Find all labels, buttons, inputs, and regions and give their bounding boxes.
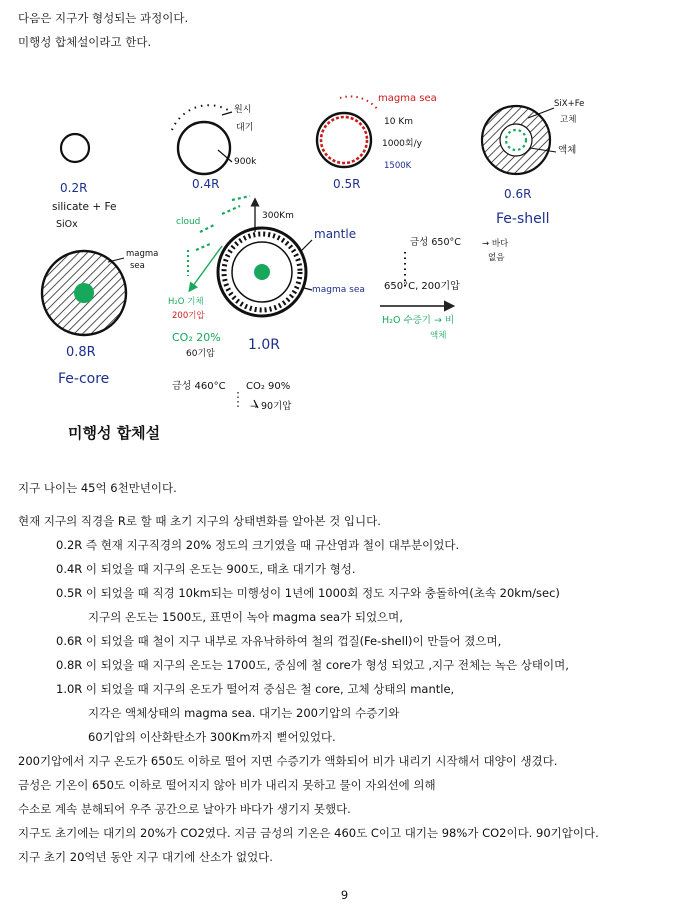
label-60-atm: 60기압 <box>186 349 215 359</box>
age-line: 지구 나이는 45억 6천만년이다. <box>18 481 177 495</box>
label-co2-90: CO₂ 90% <box>246 381 291 392</box>
label-silicate-fe: silicate + Fe <box>52 201 117 213</box>
label-90-atm: → 90기압 <box>250 401 292 412</box>
label-10r: 1.0R <box>248 337 280 353</box>
label-fe-shell: Fe-shell <box>496 211 550 227</box>
label-fe-core: Fe-core <box>58 371 110 387</box>
label-cloud: cloud <box>176 217 201 227</box>
label-venus-650: 금성 650°C <box>410 237 461 248</box>
label-rain-liquid: 액체 <box>430 331 447 341</box>
body-p3: 금성은 기온이 650도 이하로 떨어지지 않아 비가 내리지 못하고 물이 자외선에 의해 <box>18 778 436 792</box>
figure-caption: 미행성 합체설 <box>68 424 161 442</box>
body-s2: 0.4R 이 되었을 때 지구의 온도는 900도, 태초 대기가 형성. <box>56 562 356 576</box>
planet-08r <box>42 251 126 335</box>
label-h2o-gas: H₂O 기체 <box>168 297 204 307</box>
label-900k: 900k <box>234 157 257 167</box>
planet-05r <box>317 113 371 167</box>
body-p3b: 수소로 계속 분해되어 우주 공간으로 날아가 바다가 생기지 못했다. <box>18 802 351 816</box>
body-p5: 지구 초기 20억년 동안 지구 대기에 산소가 없었다. <box>18 850 273 864</box>
label-06r: 0.6R <box>504 187 532 201</box>
intro-line-1: 다음은 지구가 형성되는 과정이다. <box>18 11 189 25</box>
planet-06r <box>482 106 556 174</box>
label-no-ocean-2: 없음 <box>488 253 505 263</box>
label-05r: 0.5R <box>333 177 361 191</box>
body-s3b: 지구의 온도는 1500도, 표면이 녹아 magma sea가 되었으며, <box>88 610 403 624</box>
label-atmosphere: 대기 <box>236 123 254 133</box>
body-s6b: 지각은 액체상태의 magma sea. 대기는 200기압의 수증기와 <box>88 706 400 720</box>
label-02r: 0.2R <box>60 181 88 195</box>
body-s6c: 60기압의 이산화탄소가 300Km까지 뻗어있었다. <box>88 730 336 744</box>
body-s3: 0.5R 이 되었을 때 직경 10km되는 미행성이 1년에 1000회 정도 지구와 충돌하여(초속 20km/sec) <box>56 586 560 600</box>
label-magma-sea-05r: magma sea <box>378 93 437 104</box>
label-sea-08r: sea <box>130 261 145 271</box>
body-p4: 지구도 초기에는 대기의 20%가 CO2였다. 지금 금성의 기온은 460도 C이고 대기는 98%가 CO2이다. 90기압이다. <box>18 826 599 840</box>
label-1500k: 1500K <box>384 161 412 171</box>
body-s4: 0.6R 이 되었을 때 철이 지구 내부로 자유낙하하여 철의 껍질(Fe-shell)이 만들어 졌으며, <box>56 634 502 648</box>
body-p2: 200기압에서 지구 온도가 650도 이하로 떨어 지면 수증기가 액화되어 비가 내리기 시작해서 대양이 생겼다. <box>18 754 558 768</box>
label-mantle: mantle <box>314 227 357 241</box>
intro-line-2: 미행성 합체설이라고 한다. <box>18 35 152 49</box>
body-s5: 0.8R 이 되었을 때 지구의 온도는 1700도, 중심에 철 core가 형성 되었고 ,지구 전체는 녹은 상태이며, <box>56 658 569 672</box>
label-primitive: 원시 <box>234 105 252 115</box>
label-solid: 고체 <box>560 115 577 125</box>
label-six-fe: SiX+Fe <box>554 99 585 109</box>
label-rain: H₂O 수증기 → 비 <box>382 315 455 326</box>
label-04r: 0.4R <box>192 177 220 191</box>
label-08r: 0.8R <box>66 345 96 360</box>
label-300km: 300Km <box>262 211 294 221</box>
body-s6: 1.0R 이 되었을 때 지구의 온도가 떨어져 중심은 철 core, 고체 상태의 mantle, <box>56 682 455 696</box>
page-number: 9 <box>340 888 349 902</box>
body-s1: 0.2R 즉 현재 지구직경의 20% 정도의 크기였을 때 규산염과 철이 대부분이었다. <box>56 538 460 552</box>
label-200-atm: 200기압 <box>172 311 205 321</box>
label-1000-per-year: 1000회/y <box>382 139 422 149</box>
label-venus-460: 금성 460°C <box>172 381 226 392</box>
label-liquid: 액체 <box>558 145 577 156</box>
planet-02r <box>61 134 89 162</box>
planet-10r <box>218 228 312 316</box>
label-10km: 10 Km <box>384 117 413 127</box>
label-magma-sea-10r: magma sea <box>312 285 365 295</box>
label-siox: SiOx <box>56 219 78 230</box>
label-co2-20: CO₂ 20% <box>172 331 221 344</box>
body-p1: 현재 지구의 직경을 R로 할 때 초기 지구의 상태변화를 알아본 것 입니다. <box>18 514 381 528</box>
label-650-200atm: 650°C, 200기압 <box>384 281 460 292</box>
planet-04r <box>178 122 230 174</box>
label-no-ocean: → 바다 <box>482 239 509 249</box>
label-magma-08r: magma <box>126 249 159 259</box>
